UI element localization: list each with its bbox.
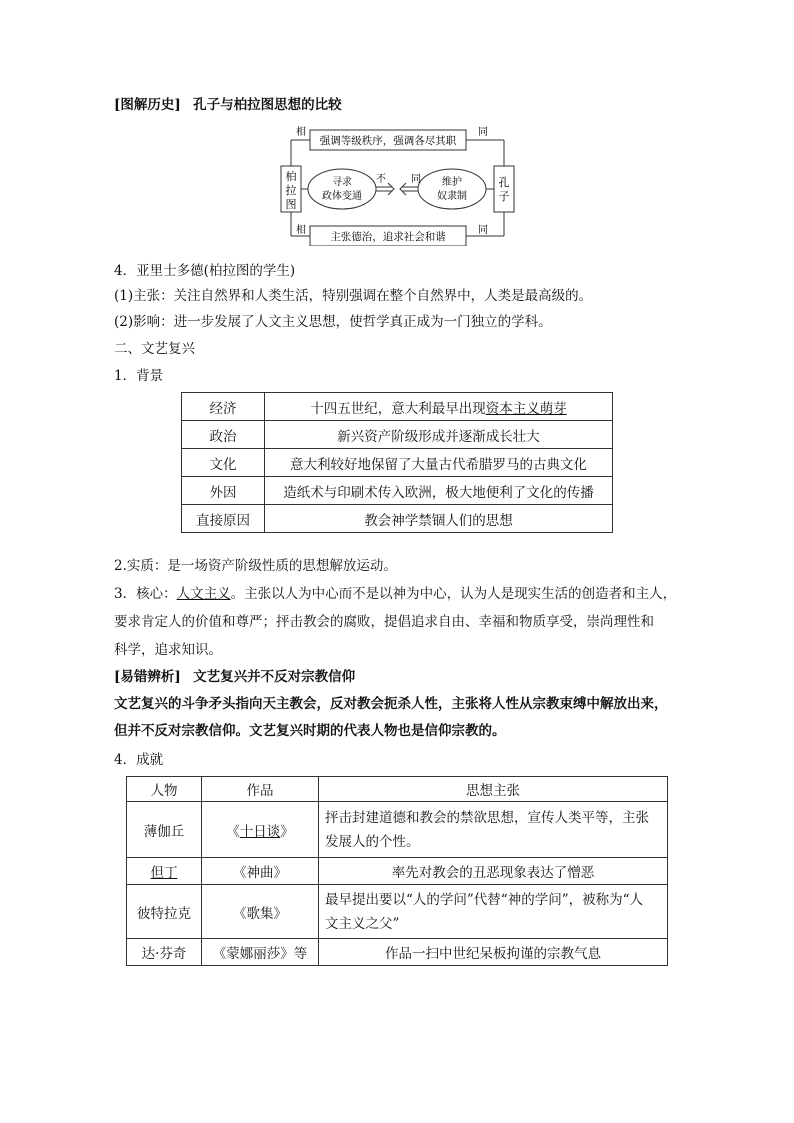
table-cell-key: 政治 (182, 421, 265, 449)
error-title: 文艺复兴并不反对宗教信仰 (193, 669, 356, 685)
idea-line: 最早提出要以“人的学问”代替“神的学问”，被称为“人 (325, 891, 644, 908)
confucius-box (494, 166, 514, 212)
heading-title: 孔子与柏拉图思想的比较 (193, 97, 342, 113)
idea-line: 发展人的个性。 (325, 833, 420, 850)
confucius-char-2: 子 (498, 190, 510, 203)
error-heading (114, 668, 355, 686)
work-text: 》 (280, 823, 294, 840)
table-row (127, 802, 668, 858)
header-person: 人物 (127, 777, 202, 802)
core-term: 人文主义 (176, 586, 231, 602)
core-line2: 要求肯定人的价值和尊严；抨击教会的腐败，提倡追求自由、幸福和物质享受，崇尚理性和 (114, 614, 654, 630)
error-text-line1: 文艺复兴的斗争矛头指向天主教会，反对教会扼杀人性，主张将人性从宗教束缚中解放出来， (114, 696, 668, 712)
plato-char-3: 图 (285, 198, 297, 211)
table-cell-value: 意大利较好地保留了大量古代希腊罗马的古典文化 (265, 449, 613, 477)
plato-char-2: 拉 (285, 184, 297, 197)
same-label-top-right: 同 (478, 127, 488, 138)
cell-work: 《蒙娜丽莎》等 (202, 939, 319, 966)
core-line3: 科学，追求知识。 (114, 642, 222, 658)
table-cell-value (265, 393, 613, 421)
section-heading (114, 96, 342, 114)
cell-idea (319, 885, 668, 939)
right-ellipse-line2: 奴隶制 (437, 191, 467, 202)
idea-line: 抨击封建道德和教会的禁欲思想，宣传人类平等，主张 (325, 809, 649, 826)
table-row (182, 477, 613, 505)
achievements-heading: 4．成就 (114, 752, 164, 768)
cell-underlined-text: 资本主义萌芽 (485, 400, 567, 417)
header-idea: 思想主张 (319, 777, 668, 802)
person-name: 但丁 (150, 865, 178, 881)
same-label-top-left: 相 (296, 127, 306, 138)
right-ellipse (418, 169, 486, 209)
essence-text: 2.实质：是一场资产阶级性质的思想解放运动。 (114, 558, 397, 574)
error-text-line2: 但并不反对宗教信仰。文艺复兴时期的代表人物也是信仰宗教的。 (114, 723, 506, 739)
diff-label-left: 不 (376, 174, 386, 185)
aristotle-point1: (1)主张：关注自然界和人类生活，特别强调在整个自然界中，人类是最高级的。 (114, 288, 593, 304)
table-row (182, 505, 613, 533)
background-table (181, 392, 613, 533)
table-cell-key: 文化 (182, 449, 265, 477)
cell-idea: 率先对教会的丑恶现象表达了憎恶 (319, 858, 668, 885)
background-heading: 1．背景 (114, 368, 164, 384)
right-ellipse-line1: 维护 (442, 177, 462, 188)
aristotle-point2: (2)影响：进一步发展了人文主义思想，使哲学真正成为一门独立的学科。 (114, 314, 552, 330)
cell-person: 彼特拉克 (127, 885, 202, 939)
cell-work: 《歌集》 (202, 885, 319, 939)
table-header-row (127, 777, 668, 802)
cell-idea (319, 802, 668, 858)
idea-line: 文主义之父” (325, 915, 400, 932)
table-row (182, 393, 613, 421)
table-cell-key: 经济 (182, 393, 265, 421)
cell-person (127, 858, 202, 885)
table-cell-key: 外因 (182, 477, 265, 505)
table-cell-value: 造纸术与印刷术传入欧洲，极大地便利了文化的传播 (265, 477, 613, 505)
cell-work (202, 802, 319, 858)
table-row (127, 858, 668, 885)
header-work: 作品 (202, 777, 319, 802)
diff-label-right: 同 (411, 174, 421, 185)
table-row (127, 939, 668, 966)
confucius-char-1: 孔 (498, 176, 510, 189)
left-ellipse (308, 169, 376, 209)
table-cell-key: 直接原因 (182, 505, 265, 533)
cell-work: 《神曲》 (202, 858, 319, 885)
comparison-diagram (270, 124, 526, 246)
error-tag: [易错辨析] (114, 669, 181, 685)
bottom-box-text: 主张德治，追求社会和谐 (330, 231, 446, 243)
work-underlined: 十日谈 (239, 823, 281, 840)
same-label-bottom-right: 同 (478, 225, 488, 236)
core-label: 3．核心： (114, 586, 177, 602)
table-row (182, 449, 613, 477)
table-row (182, 421, 613, 449)
heading-tag: [图解历史] (114, 97, 181, 113)
table-cell-value: 教会神学禁锢人们的思想 (265, 505, 613, 533)
work-text: 《 (226, 823, 240, 840)
table-cell-value: 新兴资产阶级形成并逐渐成长壮大 (265, 421, 613, 449)
cell-idea: 作品一扫中世纪呆板拘谨的宗教气息 (319, 939, 668, 966)
top-box-text: 强调等级秩序，强调各尽其职 (319, 135, 457, 147)
table-row (127, 885, 668, 939)
cell-person: 达·芬奇 (127, 939, 202, 966)
left-ellipse-line1: 寻求 (332, 177, 352, 188)
achievements-table (126, 776, 668, 966)
core-line1 (114, 585, 676, 603)
same-label-bottom-left: 相 (296, 225, 306, 236)
cell-text: 十四五世纪，意大利最早出现 (310, 400, 486, 417)
left-ellipse-line2: 政体变通 (322, 191, 362, 202)
aristotle-heading: 4．亚里士多德(柏拉图的学生) (114, 263, 296, 279)
cell-person: 薄伽丘 (127, 802, 202, 858)
core-text: 。主张以人为中心而不是以神为中心，认为人是现实生活的创造者和主人， (230, 586, 677, 602)
plato-char-1: 柏 (285, 170, 297, 183)
renaissance-heading: 二、文艺复兴 (114, 341, 195, 357)
